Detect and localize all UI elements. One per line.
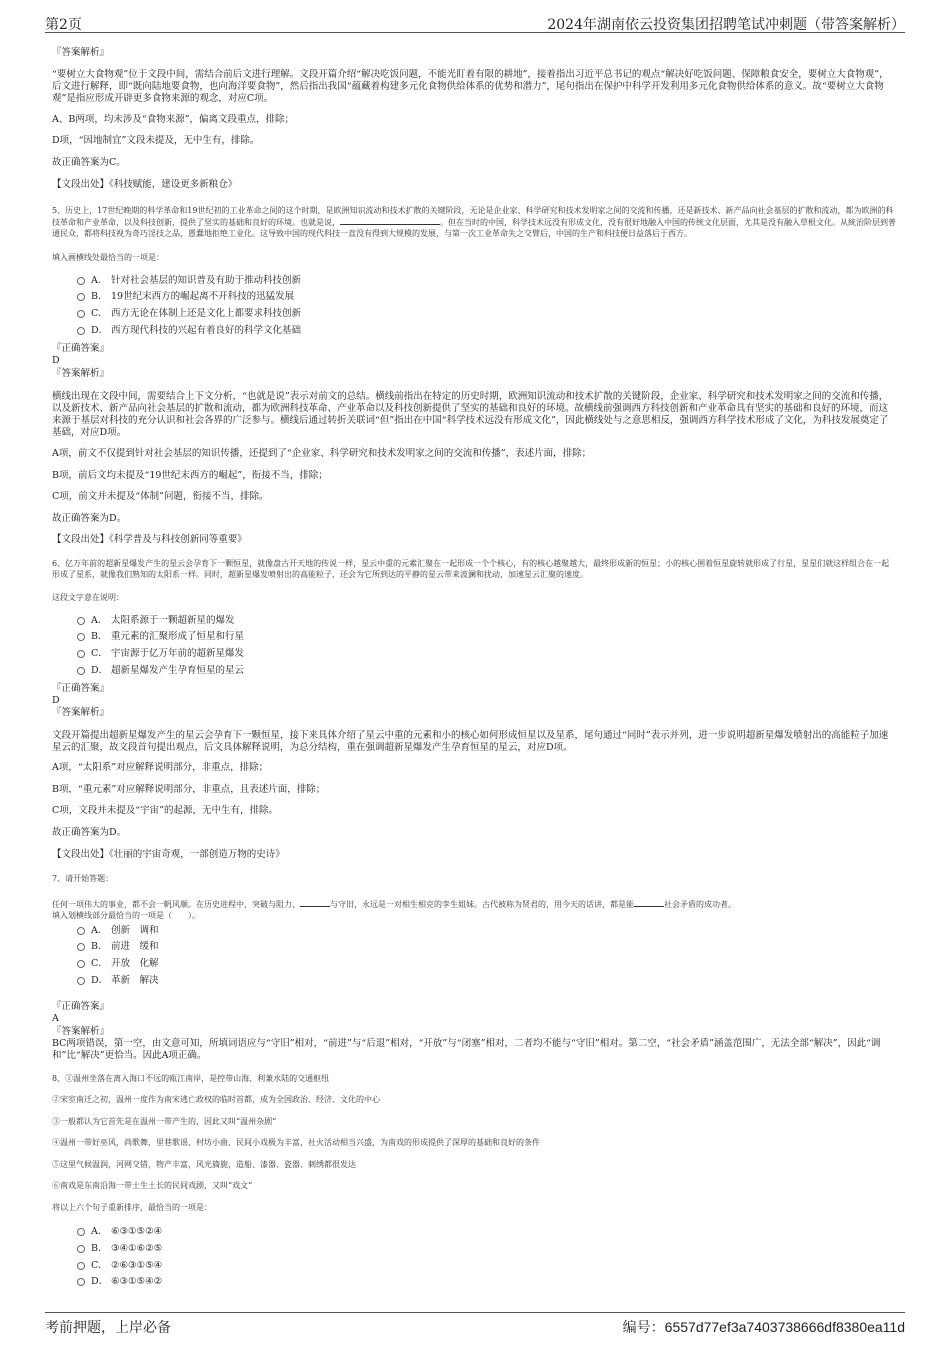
passage-source: 【文段出处】《科技赋能，建设更多新粮仓》 <box>52 179 238 190</box>
correct-answer-label: 『正确答案』 <box>52 1001 110 1012</box>
final-answer: 故正确答案为D。 <box>52 513 127 524</box>
option-c[interactable]: C． 开放 化解 <box>77 958 159 970</box>
question-6-stem: 6、亿万年前的超新星爆发产生的星云会孕育下一颗恒星，就像盘古开天地的传说一样，星云中重的元素汇聚在一起形成一个个核心，有的核心越聚越大，最终形成新的恒星；小的核心围着恒星旋转就形成了行星，星星们就这样组合在一起形成了星系，就像我们熟知的太阳系一样。同时，超新星爆发喷射出的高能粒子，还会为它所到达的平静的星云带来波澜和扰动，加速星云汇聚的速度。 <box>52 559 890 579</box>
answer-analysis-label: 『答案解析』 <box>52 47 110 58</box>
question-5-stem: 5、历史上，17世纪晚期的科学革命和19世纪初的工业革命之间的这个时期，是欧洲知识流动和技术扩散的关键阶段，无论是企业家、科学研究和技术发明家之间的交流和传播，还是新技术、新产品向社会基层的扩散和流动，都为欧洲的科技革命和产业革命，以及科技创新，提供了坚实的基础和良好的环境。也就是说， 。但在当时的中国，科学技术远没有形成文化，没有很好地融入中国的传统文化层面，尤其是没有融入草根文化。从統治阶层到普通民众，都将科技视为奇巧淫技之品，愚蠢地拒绝工业化。这导致中国的现代科技一直没有得到大规模的发展，与第一次工业革命失之交臂后，中国的生产和科技便日益落后于西方。 <box>52 206 896 238</box>
radio-icon[interactable] <box>77 943 85 951</box>
option-a[interactable]: A． 创新 调和 <box>77 925 159 937</box>
question-8-sentence-1: 8、①温州坐落在离入海口不远的瓯江南岸，是控带山海、利兼水陆的交通枢纽 <box>52 1074 330 1083</box>
fill-blank <box>340 216 440 225</box>
analysis-option-d: D项，“因地制宜”文段未提及，无中生有，排除。 <box>52 135 260 146</box>
radio-icon[interactable] <box>77 293 85 301</box>
passage-source: 【文段出处】《科学普及与科技创新同等重要》 <box>52 534 247 545</box>
page-footer <box>45 1312 905 1335</box>
page-header <box>45 12 905 33</box>
option-d[interactable]: D． ⑥③①⑤④② <box>77 1276 162 1288</box>
option-b[interactable]: B． 重元素的汇聚形成了恒星和行星 <box>77 631 244 643</box>
correct-answer: A <box>52 1013 59 1024</box>
radio-icon[interactable] <box>77 1245 85 1253</box>
final-answer: 故正确答案为C。 <box>52 157 126 168</box>
analysis-option-b: B项，“重元素”对应解释说明部分，非重点，且表述片面，排除； <box>52 784 326 795</box>
footer-slogan: 考前押题，上岸必备 <box>45 1320 171 1336</box>
radio-icon[interactable] <box>77 927 85 935</box>
radio-icon[interactable] <box>77 977 85 985</box>
question-8-prompt: 将以上六个句子重新排序，最恰当的一项是： <box>52 1203 212 1212</box>
answer-analysis-label: 『答案解析』 <box>52 1026 110 1037</box>
answer-analysis-text: 文段开篇提出超新星爆发产生的星云会孕育下一颗恒星，接下来具体介绍了星云中重的元素和小的核心如何形成恒星以及星系，尾句通过“同时”表示并列，进一步说明超新星爆发喷射出的高能粒子加速星云的汇聚，故文段首句提出观点，后文具体解释说明，为总分结构，重在强调超新星爆发产生孕育恒星的星云，对应D项。 <box>52 730 889 753</box>
option-d[interactable]: D． 革新 解决 <box>77 975 159 987</box>
passage-source: 【文段出处】《壮丽的宇宙奇观，一部创造万物的史诗》 <box>52 849 285 860</box>
option-d[interactable]: D． 西方现代科技的兴起有着良好的科学文化基础 <box>77 325 301 337</box>
correct-answer-label: 『正确答案』 <box>52 683 110 694</box>
radio-icon[interactable] <box>77 1262 85 1270</box>
answer-analysis-label: 『答案解析』 <box>52 707 110 718</box>
final-answer: 故正确答案为D。 <box>52 827 127 838</box>
radio-icon[interactable] <box>77 960 85 968</box>
analysis-option-c: C项，前文并未提及“体制”问题，衔接不当，排除。 <box>52 491 269 502</box>
answer-analysis-text: “要树立大食物观”位于文段中间，需结合前后文进行理解。文段开篇介绍“解决吃饭问题，不能光盯着有限的耕地”，接着指出习近平总书记的观点“解决好吃饭问题、保障粮食安全，要树立大食物观”，后文进行解释，即“既向陆地要食物，也向海洋要食物”，然后指出我国“蕴藏着构建多元化食物供给体系的优势和潜力”，尾句指出在保护中科学开发利用多元化食物供给体系的意义。故“要树立大食物观”是指应形成开辟更多食物来源的观念，对应C项。 <box>52 69 889 104</box>
option-b[interactable]: B． 前进 缓和 <box>77 941 159 953</box>
option-a[interactable]: A． 针对社会基层的知识普及有助于推动科技创新 <box>77 275 301 287</box>
option-c[interactable]: C． ②⑥③①⑤④ <box>77 1260 162 1272</box>
document-title: 2024年湖南依云投资集团招聘笔试冲刺题（带答案解析） <box>547 17 905 33</box>
option-c[interactable]: C． 宇宙源于亿万年前的超新星爆发 <box>77 648 244 660</box>
page-number: 第2页 <box>45 17 82 33</box>
correct-answer: D <box>52 355 60 366</box>
analysis-option-a: A项，“太阳系”对应解释说明部分，非重点，排除； <box>52 762 269 773</box>
question-8-sentence-2: ②宋室南迁之初，温州一度作为南宋逃亡政权的临时首都，成为全国政治、经济、文化的中心 <box>52 1095 380 1104</box>
analysis-option-a: A项，前文不仅提到针对社会基层的知识传播，还提到了“企业家、科学研究和技术发明家之间的交流和传播”，表述片面，排除； <box>52 448 592 459</box>
analysis-option-ab: A、B两项，均未涉及“食物来源”，偏离文段重点，排除； <box>52 114 295 125</box>
question-8-sentence-5: ⑤这里气候温润，河网交错，物产丰富，风光旖旎，造船、漆器、瓷器、刺绣都很发达 <box>52 1160 356 1169</box>
radio-icon[interactable] <box>77 650 85 658</box>
correct-answer: D <box>52 695 60 706</box>
radio-icon[interactable] <box>77 1278 85 1286</box>
question-5-prompt: 填入画横线处最恰当的一项是： <box>52 253 164 262</box>
radio-icon[interactable] <box>77 667 85 675</box>
question-6-prompt: 这段文字意在说明： <box>52 593 124 602</box>
radio-icon[interactable] <box>77 310 85 318</box>
document-id: 编号：6557d77ef3a7403738666df8380ea11d <box>622 1319 905 1335</box>
radio-icon[interactable] <box>77 327 85 335</box>
question-7-stem: 任何一项伟大的事业，都不会一帆风顺。在历史进程中，突破与阻力、 与守旧，永远是一对相生相克的孪生姐妹。古代被称为贤君的，用今天的话讲，都是能 社会矛盾的成功者。 <box>52 900 736 909</box>
radio-icon[interactable] <box>77 277 85 285</box>
analysis-option-c: C项，文段并未提及“宇宙”的起源，无中生有，排除。 <box>52 805 278 816</box>
question-8-sentence-6: ⑥南戏是东南沿海一带土生土长的民间戏剧，又叫“戏文” <box>52 1181 253 1190</box>
option-b[interactable]: B． ③④①⑥②⑤ <box>77 1243 162 1255</box>
answer-analysis-text: 横线出现在文段中间，需要结合上下文分析，“也就是说”表示对前文的总结。横线前指出在特定的历史时期，欧洲知识流动和技术扩散的关键阶段，企业家、科学研究和技术发明家之间的交流和传播，以及新技术、新产品向社会基层的扩散和流动，都为欧洲科技革命、产业革命以及科技创新提供了坚实的基础和良好的环境。故横线前强调西方科技创新和产业革命具有坚实的基础和良好的环境，而这来源于基层对科技的充分认识和社会各界的广泛参与。横线后通过转折关联词“但”指出在中国“科学技术远没有形成文化”，因此横线处与之意思相反，强调西方科学技术形成了文化，为科技发展奠定了基础，对应D项。 <box>52 391 889 438</box>
option-a[interactable]: A． ⑥③①⑤②④ <box>77 1226 162 1238</box>
radio-icon[interactable] <box>77 1228 85 1236</box>
fill-blank <box>634 898 664 907</box>
question-7-prompt: 填入划横线部分最恰当的一项是（ ）。 <box>52 911 200 920</box>
analysis-option-b: B项，前后文均未提及“19世纪末西方的崛起”，衔接不当，排除； <box>52 470 328 481</box>
question-8-sentence-3: ③一般都认为它首先是在温州一带产生的，因此又叫“温州杂剧” <box>52 1117 277 1126</box>
answer-analysis-label: 『答案解析』 <box>52 368 110 379</box>
correct-answer-label: 『正确答案』 <box>52 343 110 354</box>
question-7-intro: 7、请开始答题： <box>52 874 114 883</box>
option-d[interactable]: D． 超新星爆发产生孕育恒星的星云 <box>77 665 244 677</box>
fill-blank <box>300 898 330 907</box>
radio-icon[interactable] <box>77 633 85 641</box>
question-8-sentence-4: ④温州一带好巫风，尚歌舞，里巷歌谣、村坊小曲、民间小戏极为丰富，社火活动相当兴盛，为南戏的形成提供了深厚的基础和良好的条件 <box>52 1138 540 1147</box>
option-a[interactable]: A． 太阳系源于一颗超新星的爆发 <box>77 615 235 627</box>
option-b[interactable]: B． 19世纪末西方的崛起离不开科技的迅猛发展 <box>77 291 294 303</box>
radio-icon[interactable] <box>77 617 85 625</box>
option-c[interactable]: C． 西方无论在体制上还是文化上都要求科技创新 <box>77 308 301 320</box>
answer-analysis-text: BC两项错误，第一空，由文意可知，所填词语应与“守旧”相对，“前进”与“后退”相对，“开放”与“闭塞”相对，二者均不能与“守旧”相对。第二空，“社会矛盾”涵盖范围广，无法全部“解决”，因此“调和”比“解决”更恰当。因此A项正确。 <box>52 1038 881 1061</box>
